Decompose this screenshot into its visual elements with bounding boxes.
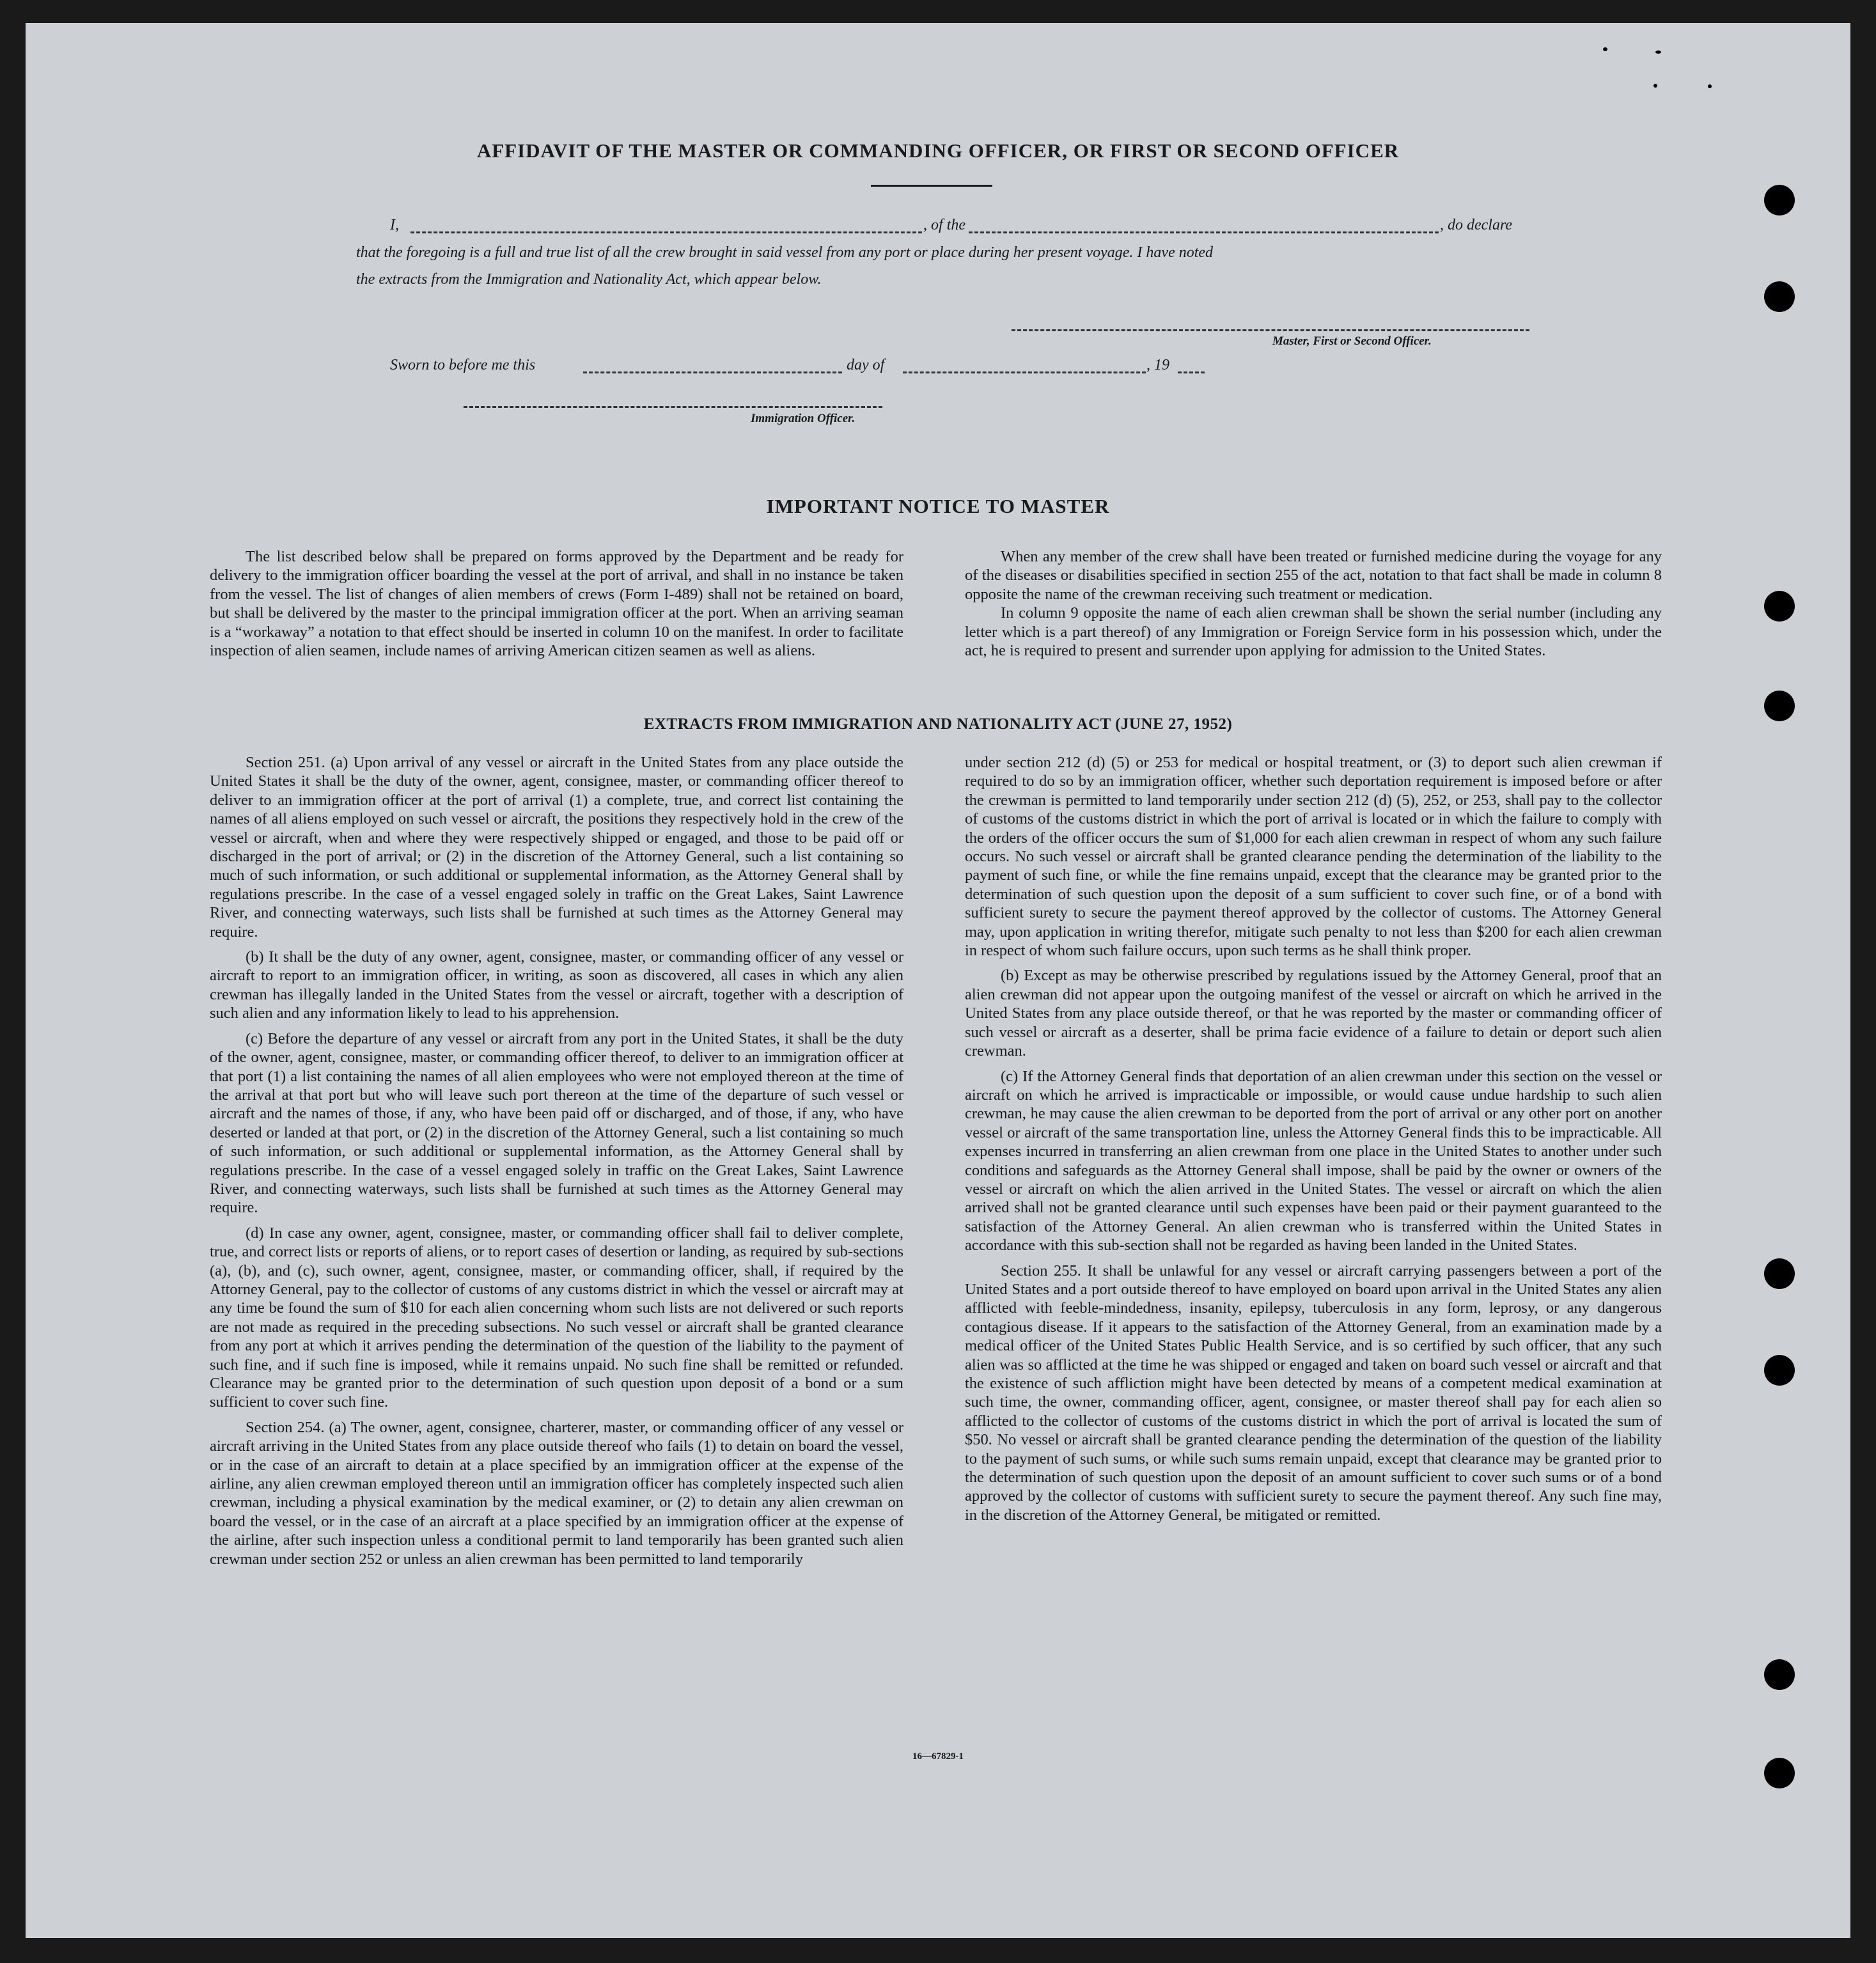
title-underline [871,185,992,187]
speck [1655,51,1661,54]
speck [1653,84,1657,88]
notice-right-column [965,547,1662,660]
section-254-b: (b) Except as may be otherwise prescribed by regulations issued by the Attorney General, proof that an alien crewman did not appear upon the outgoing manifest of the vessel or aircraft on which he arrived in the United States from any place outside thereof, or that he was reported by the master or commanding officer of such vessel or aircraft as a deserter, shall be prima facie evidence of a failure to detain or deport such alien crewman. [965,967,1662,1060]
sworn-year-field[interactable] [1178,371,1205,373]
speck [1603,47,1607,51]
punch-hole [1764,1659,1795,1690]
punch-hole [1764,1758,1795,1788]
sworn-day-field[interactable] [583,371,842,373]
punch-hole [1764,281,1795,312]
sworn-month-field[interactable] [903,371,1146,373]
notice-title: IMPORTANT NOTICE TO MASTER [766,495,1110,517]
punch-hole [1764,691,1795,721]
section-251-d: (d) In case any owner, agent, consignee, master, or commanding officer shall fail to deliver complete, true, and correct lists or reports of aliens, or to report cases of desertion or landing, as required by sub-sections (a), (b), and (c), such owner, agent, consignee, master, or commanding officer, shall, if required by the Attorney General, pay to the collector of customs of any customs district in which the vessel or aircraft may at any time be found the sum of $10 for each alien concerning whom such lists are not delivered or such reports are not made as required in the preceding subsections. No such vessel or aircraft shall be granted clearance from any port at which it arrives pending the determination of the question of the liability to the payment of such fine, and if such fine is imposed, while it remains unpaid. No such fine shall be remitted or refunded. Clearance may be granted prior to the determination of such question upon deposit of a bond or a sum sufficient to cover such fine. [210,1224,903,1411]
affidavit-declare-label: , do declare [1440,217,1513,233]
notice-right-paragraph-1: When any member of the crew shall have been treated or furnished medicine during the voyage for any of the diseases or disabilities specified in section 255 of the act, notation to that fact shall be made in column 8 opposite the name of the crewman receiving such treatment or medication. [965,548,1662,603]
punch-hole [1764,591,1795,622]
notice-right-paragraph-2: In column 9 opposite the name of each alien crewman shall be shown the serial number (including any letter which is a part thereof) of any Immigration or Foreign Service form in his possession which, under the act, he is required to present and surrender upon applying for admission to the United States. [965,604,1662,660]
section-254-a-continued: under section 212 (d) (5) or 253 for medical or hospital treatment, or (3) to deport such alien crewman if required to do so by an immigration officer, whether such deportation requirement is imposed before or after the crewman is permitted to land temporarily under section 212 (d) (5), 252, or 253, shall pay to the collector of customs of the customs district in which the port of arrival is located or in which the failure to comply with the orders of the officer occurs the sum of $1,000 for each alien crewman in respect of whom any such failure occurs. No such vessel or aircraft shall be granted clearance pending the determination of the liability to the payment of such fine, or while the fine remains unpaid, except that the clearance may be granted prior to the determination of such question upon the deposit of a sum sufficient to cover such fine, or of a bond with sufficient surety to secure the payment thereof approved by the collector of customs. The Attorney General may, upon application in writing therefor, mitigate such penalty to not less than $200 for each alien crewman in respect of whom such failure occurs, upon such terms as he shall think proper. [965,754,1662,960]
section-251-c: (c) Before the departure of any vessel or aircraft from any port in the United States, it shall be the duty of the owner, agent, consignee, master, or commanding officer thereof, to deliver to an immigration officer at that port (1) a list containing the names of all alien employees who were not employed thereon at the time of the arrival at that port but who will leave such port thereon at the time of the departure of such vessel or aircraft and the names of those, if any, who have been paid off or discharged, and of those, if any, who have deserted or landed at that port, or (2) in the discretion of the Attorney General, such a list containing so much of such information, or such additional or supplemental information, as the Attorney General shall by regulations prescribe. In the case of a vessel engaged solely in traffic on the Great Lakes, Saint Lawrence River, and connecting waterways, such lists shall be furnished at such times as the Attorney General may require. [210,1029,903,1217]
affidavit-line-3: the extracts from the Immigration and Nationality Act, which appear below. [356,271,822,288]
form-number: 16—67829-1 [912,1751,964,1762]
extracts-left-column [210,753,903,1568]
punch-hole [1764,1258,1795,1289]
affidavit-title: AFFIDAVIT OF THE MASTER OR COMMANDING OFFICER, OR FIRST OR SECOND OFFICER [476,139,1400,162]
immigration-officer-caption: Immigration Officer. [751,412,856,425]
extracts-right-column [965,753,1662,1524]
immigration-officer-signature-field[interactable] [464,406,882,408]
affidavit-of-the-label: , of the [923,217,965,233]
section-254-a: Section 254. (a) The owner, agent, consignee, charterer, master, or commanding officer of any vessel or aircraft arriving in the United States from any place outside thereof who fails (1) to detain on board the vessel, or in the case of an aircraft to detain at a place specified by an immigration officer at the expense of the airline, any alien crewman employed thereon until an immigration officer has completely inspected such alien crewman, including a physical examination by the medical examiner, or (2) to detain any alien crewman on board the vessel, or in the case of an aircraft at a place specified by an immigration officer at the expense of the airline, after such inspection unless a conditional permit to land temporarily has been granted such alien crewman under section 252 or unless an alien crewman has been permitted to land temporarily [210,1418,903,1568]
section-251-b: (b) It shall be the duty of any owner, agent, consignee, master, or commanding officer of any vessel or aircraft to report to an immigration officer, in writing, as soon as discovered, all cases in which any alien crewman has illegally landed in the United States from the vessel or aircraft, together with a description of such alien and any information likely to lead to his apprehension. [210,948,903,1022]
affidavit-i-label: I, [390,217,399,233]
master-signature-caption: Master, First or Second Officer. [1272,334,1432,348]
affidavit-line-2: that the foregoing is a full and true list of all the crew brought in said vessel from any port or place during her present voyage. I have noted [356,244,1214,261]
section-255: Section 255. It shall be unlawful for any vessel or aircraft carrying passengers between a port of the United States and a port outside thereof to have employed on board upon arrival in the United States any alien afflicted with feeble-mindedness, insanity, epilepsy, tuberculosis in any form, leprosy, or any dangerous contagious disease. If it appears to the satisfaction of the Attorney General, from an examination made by a medical officer of the United States Public Health Service, and is so certified by such officer, that any such alien was so afflicted at the time he was shipped or engaged and taken on board such vessel or aircraft and that the existence of such affliction might have been detected by means of a competent medical examination at such time, the owner, commanding officer, agent, consignee, or master thereof shall pay for each alien so afflicted to the collector of customs of the customs district in which the port of arrival is located the sum of $50. No vessel or aircraft shall be granted clearance pending the determination of the question of the liability to the payment of such sums, or while such sums remain unpaid, except that clearance may be granted prior to the determination of such question upon the deposit of an amount sufficient to cover such sums or of a bond approved by the collector of customs with sufficient surety to secure the payment thereof. Any such fine may, in the discretion of the Attorney General, be mitigated or remitted. [965,1262,1662,1524]
notice-left-paragraph: The list described below shall be prepared on forms approved by the Department and be ready for delivery to the immigration officer boarding the vessel at the port of arrival, and shall in no instance be taken from the vessel. The list of changes of alien members of crews (Form I-489) shall not be retained on board, but shall be delivered by the master to the principal immigration officer at the port. When an arriving seaman is a “workaway” a notation to that effect should be inserted in column 10 on the manifest. In order to facilitate inspection of alien seamen, include names of arriving American citizen seamen as well as aliens. [210,548,903,660]
day-of-label: day of [847,357,885,373]
section-251-a: Section 251. (a) Upon arrival of any vessel or aircraft in the United States from any place outside the United States it shall be the duty of the owner, agent, consignee, master, or commanding officer thereof to deliver to an immigration officer at the port of arrival (1) a complete, true, and correct list containing the names of all aliens employed on such vessel or aircraft, the positions they respectively hold in the crew of the vessel or aircraft, when and where they were respectively shipped or engaged, and those to be paid off or discharged in the port of arrival; or (2) in the discretion of the Attorney General, such a list containing so much of such information, or such additional or supplemental information, as the Attorney General shall by regulations prescribe. In the case of a vessel engaged solely in traffic on the Great Lakes, Saint Lawrence River, and connecting waterways, such lists shall be furnished at such times as the Attorney General may require. [210,754,903,941]
extracts-title: EXTRACTS FROM IMMIGRATION AND NATIONALITY ACT (JUNE 27, 1952) [643,716,1233,733]
notice-left-column [210,547,903,660]
master-signature-field[interactable] [1012,329,1529,331]
sworn-label: Sworn to before me this [390,357,536,373]
punch-hole [1764,185,1795,215]
punch-hole [1764,1355,1795,1386]
document-page [26,23,1850,1938]
declarant-name-field[interactable] [410,231,922,233]
vessel-name-field[interactable] [969,231,1439,233]
speck [1708,84,1712,88]
year-prefix-label: , 19 [1146,357,1169,373]
section-254-c: (c) If the Attorney General finds that deportation of an alien crewman under this section on the vessel or aircraft on which he arrived is impracticable or impossible, or would cause undue hardship to such alien crewman, he may cause the alien crewman to be deported from the port of arrival or any other port on another vessel or aircraft of the same transportation line, unless the Attorney General finds this to be impracticable. All expenses incurred in transferring an alien crewman from one place in the United States to another under such conditions and safeguards as the Attorney General shall impose, shall be paid by the owner or owners of the vessel or aircraft on which the alien arrived in the United States. The vessel or aircraft on which the alien arrived shall not be granted clearance until such expenses have been paid or their payment guaranteed to the satisfaction of the Attorney General. An alien crewman who is transferred within the United States in accordance with this sub-section shall not be regarded as having been landed in the United States. [965,1067,1662,1255]
